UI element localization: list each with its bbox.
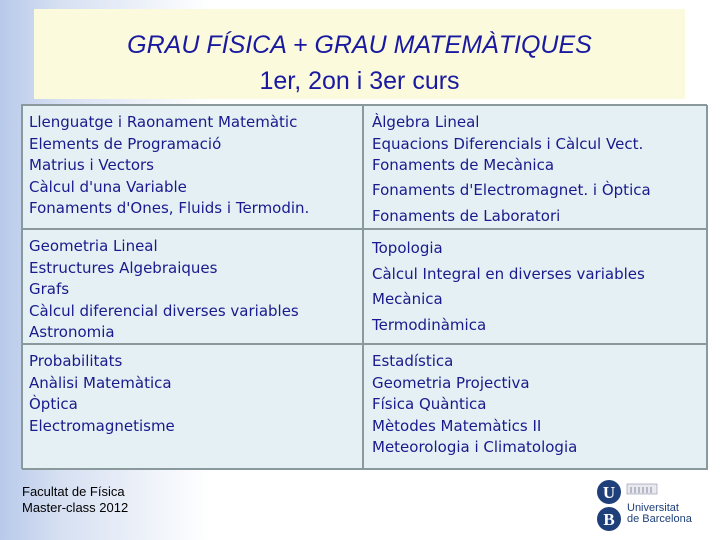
course-item: Fonaments de Laboratori [372,206,561,225]
course-item: Càlcul Integral en diverses variables [372,264,645,283]
course-item: Anàlisi Matemàtica [29,373,172,392]
course-item: Electromagnetisme [29,416,175,435]
logo-wordmark [627,503,692,525]
footer-faculty: Facultat de Física [22,484,125,499]
logo-letter-b: B [603,510,615,529]
course-item: Equacions Diferencials i Càlcul Vect. [372,134,644,153]
course-item: Mètodes Matemàtics II [372,416,542,435]
course-item: Fonaments d'Electromagnet. i Òptica [372,180,651,199]
slide-subtitle: 1er, 2on i 3er curs [259,67,460,95]
course-item: Matrius i Vectors [29,156,154,174]
course-item: Elements de Programació [29,134,222,153]
course-item: Astronomia [29,323,115,341]
cell-year2-right [363,229,708,344]
university-logo [593,478,693,534]
course-item: Àlgebra Lineal [372,113,480,131]
cell-year3-right [363,344,708,470]
logo-name-line2: de Barcelona [627,513,692,525]
course-item: Geometria Lineal [29,237,158,255]
course-item: Física Quàntica [372,395,487,413]
course-item: Llenguatge i Raonament Matemàtic [29,113,298,131]
course-item: Fonaments de Mecànica [372,156,555,174]
course-item: Estadística [372,352,454,370]
course-item: Topologia [372,239,443,257]
course-item: Termodinàmica [372,315,487,334]
course-item: Mecànica [372,290,443,308]
title-box [34,9,685,99]
course-item: Fonaments d'Ones, Fluids i Termodin. [29,199,310,217]
cell-year3-left [22,344,363,470]
course-table [21,104,707,469]
course-item: Geometria Projectiva [372,373,530,392]
slide-title: GRAU FÍSICA + GRAU MATEMÀTIQUES [127,31,592,59]
footer-event: Master-class 2012 [22,500,129,515]
course-item: Òptica [29,395,78,413]
course-item: Càlcul d'una Variable [29,177,187,196]
cell-year1-right [363,105,708,229]
logo-letter-u: U [602,483,616,502]
footer-credit [22,484,128,516]
course-item: Meteorologia i Climatologia [372,438,578,456]
logo-name-line1: Universitat [627,502,679,514]
cell-year2-left [22,229,363,344]
cell-year1-left [22,105,363,229]
course-item: Grafs [29,280,70,298]
course-item: Probabilitats [29,352,123,370]
course-item: Estructures Algebraiques [29,258,218,277]
course-item: Càlcul diferencial diverses variables [29,301,299,320]
